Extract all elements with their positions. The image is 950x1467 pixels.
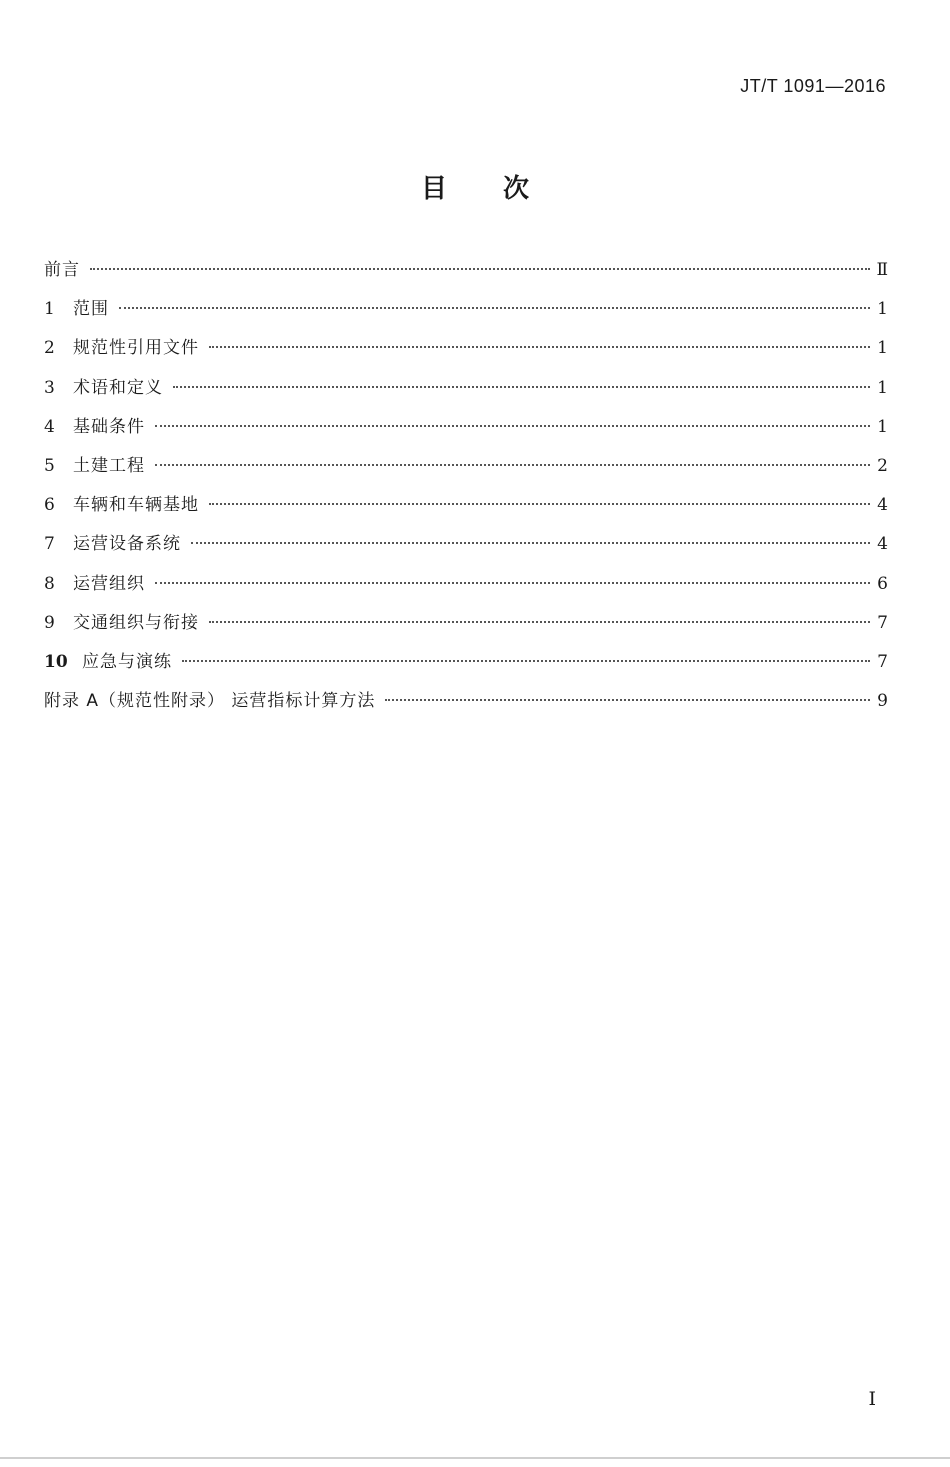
toc-entry-title: 规范性引用文件	[73, 338, 199, 359]
toc-entry-page: 2	[877, 455, 888, 476]
toc-entry-title: 附录 A（规范性附录） 运营指标计算方法	[44, 691, 376, 712]
toc-entry-foreword[interactable]	[44, 255, 888, 294]
toc-entry-title: 运营设备系统	[73, 534, 181, 555]
toc-list	[44, 255, 888, 725]
toc-title: 目次	[420, 174, 585, 204]
toc-entry-page: 4	[877, 534, 888, 555]
page-number: I	[868, 1388, 876, 1410]
toc-entry-title: 基础条件	[73, 416, 145, 437]
toc-entry-page: 1	[877, 377, 888, 398]
toc-entry-1[interactable]	[44, 294, 888, 333]
toc-entry-number: 3	[44, 377, 55, 398]
toc-entry-appendix-a[interactable]	[44, 686, 888, 725]
toc-entry-page: 7	[877, 651, 888, 672]
toc-entry-7[interactable]	[44, 529, 888, 568]
toc-leader	[209, 346, 870, 348]
toc-entry-number: 10	[44, 651, 68, 672]
toc-leader	[173, 386, 870, 388]
toc-leader	[209, 503, 870, 505]
toc-entry-number: 6	[44, 495, 55, 516]
toc-entry-page: 1	[877, 338, 888, 359]
toc-leader	[191, 542, 870, 544]
toc-entry-3[interactable]	[44, 373, 888, 412]
toc-entry-number: 1	[44, 299, 55, 320]
toc-leader	[119, 307, 870, 309]
toc-entry-page: 7	[877, 612, 888, 633]
toc-entry-title: 范围	[73, 299, 109, 320]
toc-entry-title: 术语和定义	[73, 377, 163, 398]
toc-entry-5[interactable]	[44, 451, 888, 490]
toc-entry-page: 4	[877, 495, 888, 516]
toc-entry-number: 9	[44, 612, 55, 633]
toc-entry-title: 交通组织与衔接	[73, 612, 199, 633]
toc-entry-8[interactable]	[44, 569, 888, 608]
toc-entry-number: 7	[44, 534, 55, 555]
toc-entry-title: 前言	[44, 260, 80, 280]
toc-entry-number: 8	[44, 573, 55, 594]
toc-entry-title: 土建工程	[73, 455, 145, 476]
toc-entry-number: 2	[44, 338, 55, 359]
toc-leader	[90, 268, 870, 270]
toc-entry-number: 4	[44, 416, 55, 437]
toc-entry-page: 6	[877, 573, 888, 594]
bottom-rule	[0, 1457, 950, 1459]
toc-leader	[209, 621, 870, 623]
toc-entry-title: 运营组织	[73, 573, 145, 594]
toc-leader	[385, 699, 870, 701]
toc-entry-4[interactable]	[44, 412, 888, 451]
toc-entry-title: 车辆和车辆基地	[73, 495, 199, 516]
toc-leader	[155, 582, 870, 584]
toc-entry-number: 5	[44, 455, 55, 476]
toc-entry-page: 1	[877, 299, 888, 320]
toc-entry-page: Ⅱ	[876, 260, 888, 280]
toc-leader	[155, 464, 870, 466]
standard-code: JT/T 1091—2016	[740, 76, 886, 96]
toc-leader	[155, 425, 870, 427]
toc-entry-10[interactable]	[44, 647, 888, 686]
toc-entry-page: 9	[877, 691, 888, 712]
toc-entry-9[interactable]	[44, 608, 888, 647]
toc-entry-title: 应急与演练	[82, 651, 172, 672]
toc-leader	[182, 660, 870, 662]
toc-entry-page: 1	[877, 416, 888, 437]
toc-entry-2[interactable]	[44, 333, 888, 372]
toc-entry-6[interactable]	[44, 490, 888, 529]
